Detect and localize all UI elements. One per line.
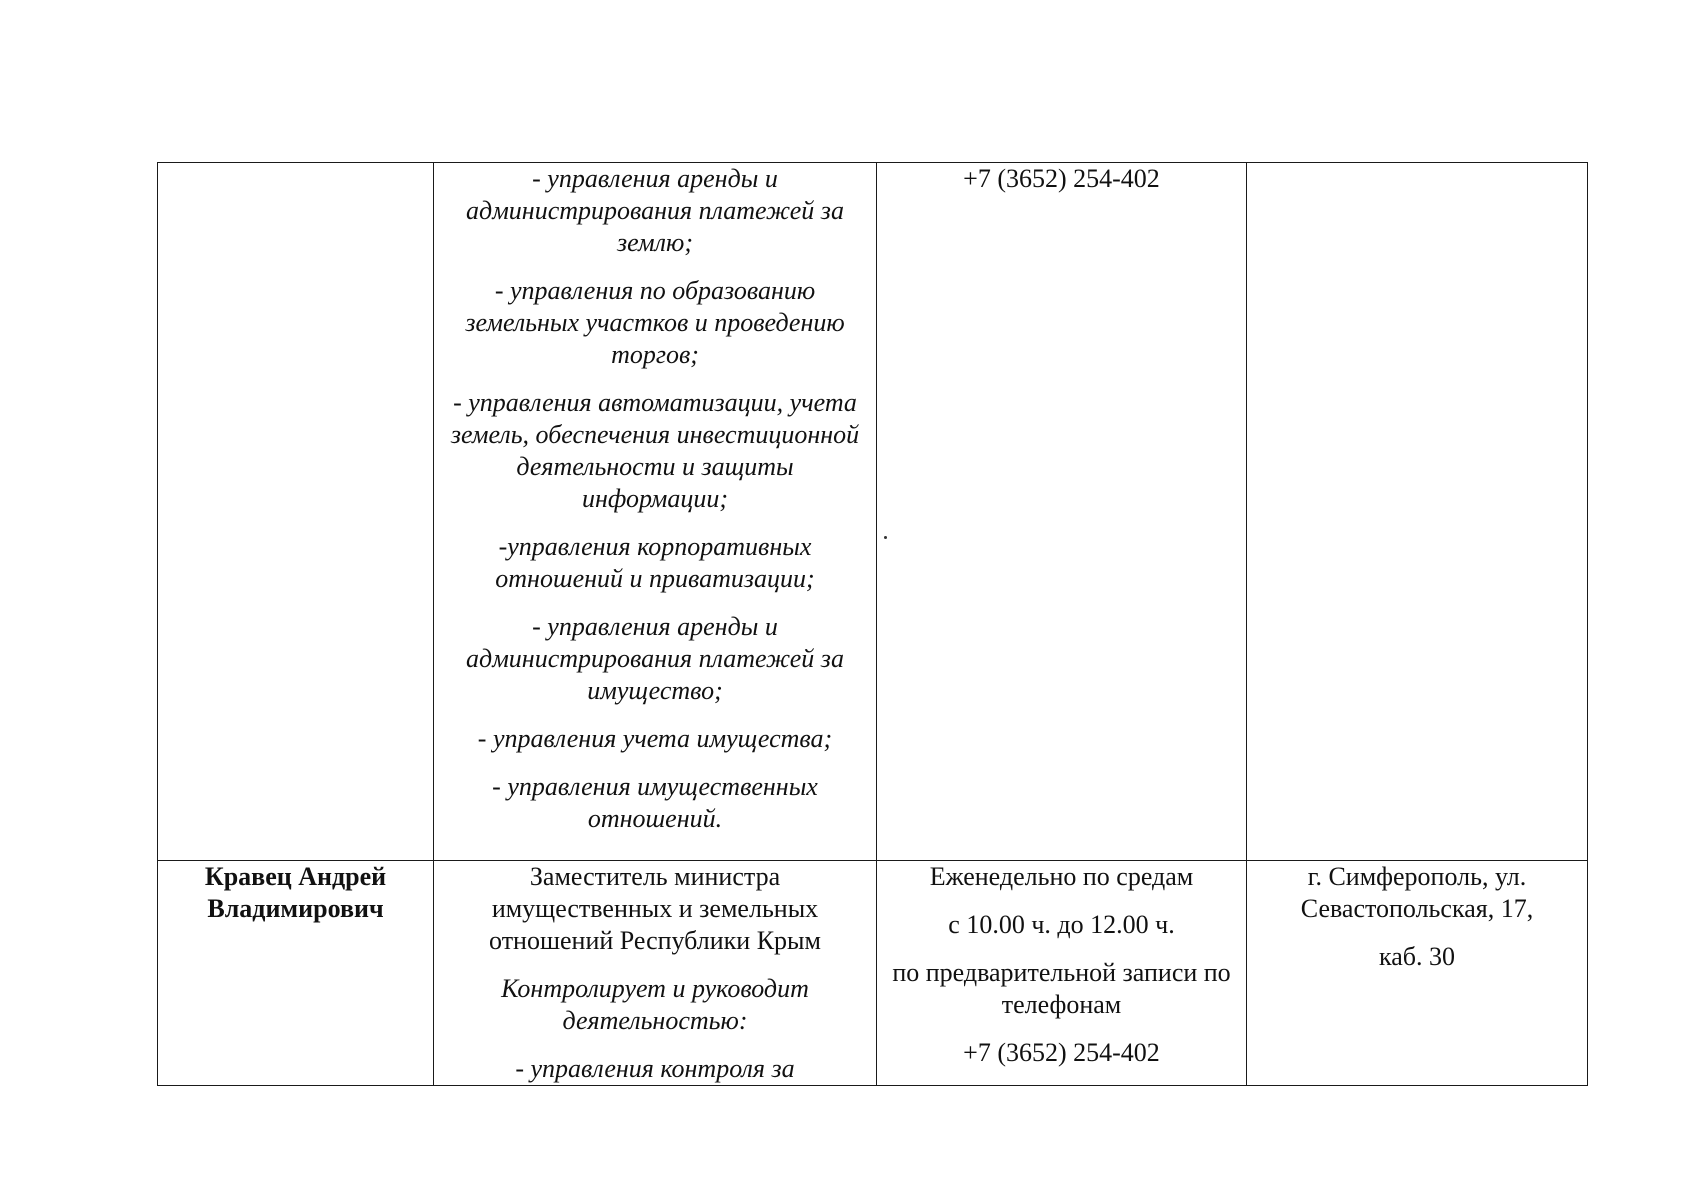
schedule-cell [877, 163, 1247, 861]
address-cell [1247, 163, 1588, 861]
schedule-cell [877, 861, 1247, 1086]
department-item: - управления аренды и администрирования платежей за имущество; [466, 612, 844, 705]
department-item: - управления контроля за [515, 1054, 795, 1083]
phone-number: +7 (3652) 254-402 [963, 164, 1160, 193]
departments-list [444, 163, 866, 835]
department-item: - управления автоматизации, учета земель, обеспечения инвестиционной деятельности и защиты информации; [450, 388, 860, 513]
reception-schedule-table [157, 162, 1588, 1086]
duties-cell [434, 861, 877, 1086]
address-office: каб. 30 [1378, 942, 1455, 971]
department-item: - управления по образованию земельных участков и проведению торгов; [465, 276, 845, 369]
duties-content [444, 861, 866, 1085]
reception-days: Еженедельно по средам [929, 862, 1194, 891]
table-row [158, 861, 1588, 1086]
official-name: Кравец Андрей Владимирович [204, 862, 387, 923]
department-item: - управления аренды и администрирования платежей за землю; [466, 164, 844, 257]
phone-number: +7 (3652) 254-402 [963, 1038, 1160, 1067]
name-cell [158, 163, 434, 861]
table-row [158, 163, 1588, 861]
department-item: - управления учета имущества; [477, 724, 833, 753]
reception-note: по предварительной записи по телефонам [892, 958, 1231, 1019]
department-item: -управления корпоративных отношений и приватизации; [495, 532, 815, 593]
duties-cell [434, 163, 877, 861]
controls-intro: Контролирует и руководит деятельностью: [501, 974, 809, 1035]
address-cell [1247, 861, 1588, 1086]
name-cell [158, 861, 434, 1086]
reception-hours: с 10.00 ч. до 12.00 ч. [948, 910, 1175, 939]
official-position: Заместитель министра имущественных и земельных отношений Республики Крым [489, 862, 821, 955]
scan-speck [884, 536, 887, 539]
address-street: г. Симферополь, ул. Севастопольская, 17, [1300, 862, 1534, 923]
department-item: - управления имущественных отношений. [492, 772, 818, 833]
